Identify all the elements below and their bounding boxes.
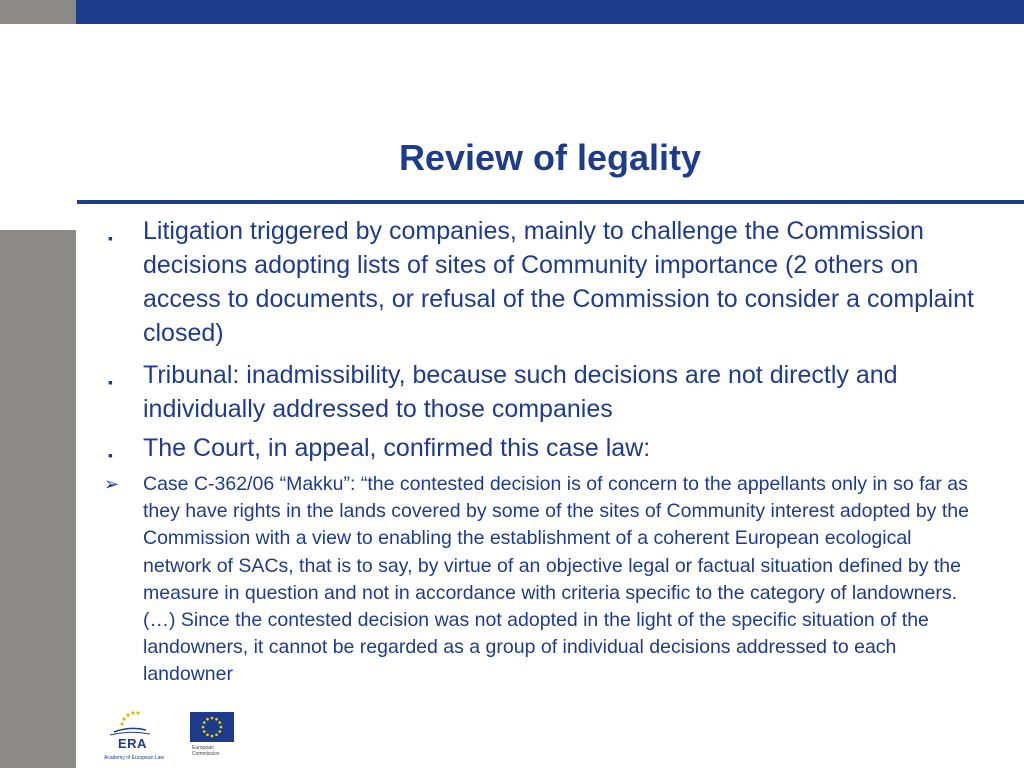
ec-name: European Commission bbox=[192, 745, 220, 757]
slide-title: Review of legality bbox=[398, 137, 702, 179]
bullet-item bbox=[104, 431, 984, 465]
sub-bullet-item bbox=[104, 471, 984, 689]
era-stars-icon bbox=[100, 708, 180, 738]
top-left-gray-bar bbox=[0, 0, 76, 24]
square-bullet-icon: ▪ bbox=[108, 230, 113, 246]
top-blue-banner bbox=[76, 0, 1024, 24]
bullet-list bbox=[104, 214, 984, 689]
eu-flag-icon bbox=[190, 712, 234, 742]
square-bullet-icon: ▪ bbox=[108, 447, 113, 463]
left-gray-sidebar bbox=[0, 230, 76, 768]
square-bullet-icon: ▪ bbox=[108, 374, 113, 390]
quote-text: Case C-362/06 “Makku”: “the contested decision is of concern to the appellants only in so far as they have rights in the lands covered by some of the sites of Community interest adopted by the Commission with a view to enabling the establishment of a coherent European ecological network of SACs, that is to say, by virtue of an objective legal or factual situation defined by the measure in question and not in accordance with criteria specific to the category of landowners. (…) Since the contested decision was not adopted in the light of the specific situation of the landowners, it cannot be regarded as a group of individual decisions addressed to each landowner bbox=[143, 473, 969, 686]
arrow-bullet-icon: ➢ bbox=[104, 474, 120, 494]
era-logo bbox=[100, 708, 180, 764]
title-divider bbox=[77, 200, 1024, 204]
bullet-text: Litigation triggered by companies, mainly to challenge the Commission decisions adopting lists of sites of Community importance (2 others on access to documents, or refusal of the Commission to consider a complaint closed) bbox=[143, 217, 974, 347]
bullet-text: The Court, in appeal, confirmed this case law: bbox=[143, 434, 651, 462]
footer-logos bbox=[100, 708, 270, 764]
european-commission-logo bbox=[190, 712, 262, 760]
bullet-item bbox=[104, 358, 984, 426]
era-name: ERA bbox=[118, 736, 147, 751]
bullet-item bbox=[104, 214, 984, 350]
bullet-text: Tribunal: inadmissibility, because such decisions are not directly and individually addressed to those companies bbox=[143, 361, 898, 423]
era-subtitle: Academy of European Law bbox=[104, 755, 165, 761]
